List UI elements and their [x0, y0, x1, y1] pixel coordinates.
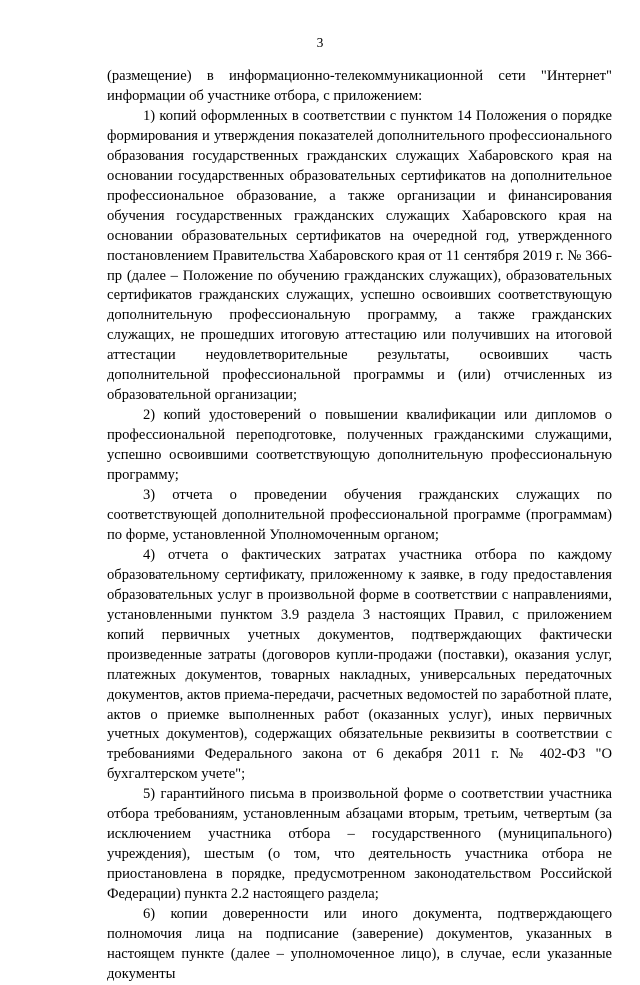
paragraph-item-6: 6) копии доверенности или иного документа, подтверждающего полномочия лица на подписание (заверение) документов, указанных в настоящем пункте (далее – уполномоченное лицо), в случае, если указанные документы: [107, 906, 612, 982]
paragraph-item-1: 1) копий оформленных в соответствии с пунктом 14 Положения о порядке формирования и утверждения показателей дополнительного профессионального образования государственных гражданских служащих Хабаровского края на основании государственных образовательных сертификатов на дополнительное профессиональное образование, а также организации и финансирования обучения государственных гражданских служащих Хабаровского края на основании образовательных сертификатов на очередной год, утвержденного постановлением Правительства Хабаровского края от 11 сентября 2019 г. № 366-пр (далее – Положение по обучению гражданских служащих), образовательных сертификатов гражданских служащих, успешно освоивших соответствующую дополнительную профессиональную программу, а также гражданских служащих, не прошедших итоговую аттестацию или получивших на итоговой аттестации неудовлетворительные результаты, освоивших часть дополнительной профессиональной программы и (или) отчисленных из образовательной организации;: [107, 107, 612, 404]
paragraph-item-4: 4) отчета о фактических затратах участника отбора по каждому образовательному сертификату, приложенному к заявке, в году предоставления образовательных услуг в произвольной форме в соответствии с направлениями, установленными пунктом 3.9 раздела 3 настоящих Правил, с приложением копий первичных учетных документов, подтверждающих фактически произведенные затраты (договоров купли-продажи (поставки), оказания услуг, платежных документов, товарных накладных, универсальных передаточных документов, актов приема-передачи, расчетных ведомостей по заработной плате, актов о приемке выполненных работ (оказанных услуг), иных первичных учетных документов), содержащих обязательные реквизиты в соответствии с требованиями Федерального закона от 6 декабря 2011 г. № 402-ФЗ "О бухгалтерском учете";: [107, 546, 612, 783]
paragraph-lead-in: (размещение) в информационно-телекоммуникационной сети "Интернет" информации об участнике отбора, с приложением:: [107, 68, 612, 104]
page-number: 3: [316, 35, 324, 50]
paragraph-item-2: 2) копий удостоверений о повышении квалификации или дипломов о профессиональной переподготовке, полученных гражданскими служащими, успешно освоившими соответствующую дополнительную профессиональную программу;: [107, 407, 612, 484]
document-body: [107, 67, 612, 985]
paragraph-item-5: 5) гарантийного письма в произвольной форме о соответствии участника отбора требованиям, установленным абзацами вторым, третьим, четвертым (за исключением участника отбора – государственного (муниципального) учреждения), шестым (о том, что деятельность участника отбора не приостановлена в порядке, предусмотренном законодательством Российской Федерации) пункта 2.2 настоящего раздела;: [107, 786, 612, 903]
paragraph-item-3: 3) отчета о проведении обучения гражданских служащих по соответствующей дополнительной профессиональной программе (программам) по форме, установленной Уполномоченным органом;: [107, 487, 612, 543]
